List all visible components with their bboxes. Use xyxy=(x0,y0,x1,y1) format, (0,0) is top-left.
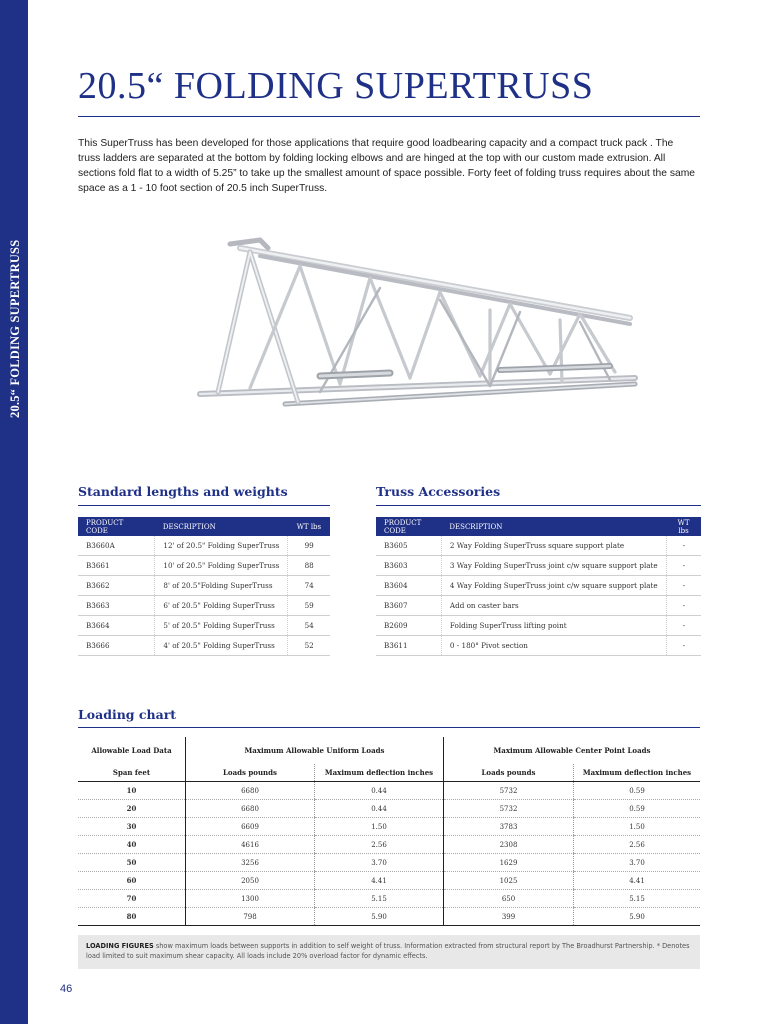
col-description: DESCRIPTION xyxy=(441,517,666,536)
col-uniform-loads: Loads pounds xyxy=(186,764,315,782)
note-text: show maximum loads between supports in addition to self weight of truss. Information extracted from structural report by The Broadhurst Partnership. * Denotes load limited to suit maximum shear capacity. All loads include 20% overload factor for dynamic effects. xyxy=(86,942,690,960)
group-uniform-loads: Maximum Allowable Uniform Loads xyxy=(186,737,444,764)
description: 2 Way Folding SuperTruss square support plate xyxy=(441,536,666,556)
weight: 54 xyxy=(288,616,330,636)
center-load: 5732 xyxy=(444,800,574,818)
title-divider xyxy=(78,116,700,117)
weight: - xyxy=(666,616,701,636)
product-code: B3664 xyxy=(78,616,155,636)
center-deflection: 5.15 xyxy=(574,890,701,908)
description: 4' of 20.5" Folding SuperTruss xyxy=(155,636,288,656)
description: 12' of 20.5" Folding SuperTruss xyxy=(155,536,288,556)
uniform-load: 4616 xyxy=(186,836,315,854)
table-row xyxy=(78,818,700,836)
product-code: B3660A xyxy=(78,536,155,556)
truss-product-image xyxy=(190,226,650,426)
weight: - xyxy=(666,576,701,596)
uniform-deflection: 5.15 xyxy=(315,890,444,908)
col-span-feet: Span feet xyxy=(78,764,186,782)
table-header-row xyxy=(78,517,330,536)
weight: 88 xyxy=(288,556,330,576)
description: 10' of 20.5" Folding SuperTruss xyxy=(155,556,288,576)
uniform-load: 6609 xyxy=(186,818,315,836)
table-row xyxy=(78,782,700,800)
table-header-row xyxy=(376,517,701,536)
truss-accessories-table xyxy=(376,517,701,656)
table-row xyxy=(78,576,330,596)
product-code: B3603 xyxy=(376,556,441,576)
product-code: B3666 xyxy=(78,636,155,656)
center-deflection: 2.56 xyxy=(574,836,701,854)
weight: 74 xyxy=(288,576,330,596)
uniform-deflection: 0.44 xyxy=(315,782,444,800)
product-code: B3607 xyxy=(376,596,441,616)
product-code: B3662 xyxy=(78,576,155,596)
table-row xyxy=(78,836,700,854)
weight: - xyxy=(666,636,701,656)
center-load: 650 xyxy=(444,890,574,908)
weight: - xyxy=(666,596,701,616)
table-group-header-row xyxy=(78,737,700,764)
weight: 59 xyxy=(288,596,330,616)
description: 5' of 20.5" Folding SuperTruss xyxy=(155,616,288,636)
loading-figures-note xyxy=(78,935,700,969)
weight: - xyxy=(666,556,701,576)
table-row xyxy=(78,596,330,616)
col-product-code: PRODUCT CODE xyxy=(376,517,441,536)
col-center-loads: Loads pounds xyxy=(444,764,574,782)
product-code: B3604 xyxy=(376,576,441,596)
table-row xyxy=(376,536,701,556)
product-code: B3663 xyxy=(78,596,155,616)
center-deflection: 4.41 xyxy=(574,872,701,890)
span: 70 xyxy=(78,890,186,908)
span: 10 xyxy=(78,782,186,800)
weight: 99 xyxy=(288,536,330,556)
center-deflection: 1.50 xyxy=(574,818,701,836)
weight: - xyxy=(666,536,701,556)
description: 3 Way Folding SuperTruss joint c/w square support plate xyxy=(441,556,666,576)
table-row xyxy=(376,596,701,616)
loading-chart-rule xyxy=(78,727,700,728)
description: 0 - 180° Pivot section xyxy=(441,636,666,656)
col-uniform-deflection: Maximum deflection inches xyxy=(315,764,444,782)
span: 60 xyxy=(78,872,186,890)
table-row xyxy=(78,636,330,656)
page-title: 20.5“ FOLDING SUPERTRUSS xyxy=(78,65,594,107)
truss-accessories-rule xyxy=(376,505,701,506)
span: 40 xyxy=(78,836,186,854)
span: 20 xyxy=(78,800,186,818)
sidebar xyxy=(0,0,28,1024)
description: 4 Way Folding SuperTruss joint c/w square support plate xyxy=(441,576,666,596)
uniform-load: 2050 xyxy=(186,872,315,890)
group-center-point-loads: Maximum Allowable Center Point Loads xyxy=(444,737,701,764)
table-row xyxy=(78,854,700,872)
uniform-deflection: 3.70 xyxy=(315,854,444,872)
uniform-deflection: 5.90 xyxy=(315,908,444,926)
col-description: DESCRIPTION xyxy=(155,517,288,536)
span: 50 xyxy=(78,854,186,872)
table-row xyxy=(78,908,700,926)
center-deflection: 0.59 xyxy=(574,782,701,800)
description: 8' of 20.5"Folding SuperTruss xyxy=(155,576,288,596)
uniform-load: 1300 xyxy=(186,890,315,908)
loading-chart-heading: Loading chart xyxy=(78,707,177,722)
col-product-code: PRODUCT CODE xyxy=(78,517,155,536)
uniform-deflection: 4.41 xyxy=(315,872,444,890)
table-row xyxy=(376,616,701,636)
table-row xyxy=(78,556,330,576)
center-deflection: 0.59 xyxy=(574,800,701,818)
table-row xyxy=(78,890,700,908)
group-allowable-load-data: Allowable Load Data xyxy=(91,746,172,755)
uniform-load: 6680 xyxy=(186,782,315,800)
product-code: B3611 xyxy=(376,636,441,656)
center-load: 1629 xyxy=(444,854,574,872)
sidebar-label: 20.5“ FOLDING SUPERTRUSS xyxy=(8,239,22,418)
loading-chart-table xyxy=(78,737,700,926)
center-deflection: 3.70 xyxy=(574,854,701,872)
truss-accessories-heading: Truss Accessories xyxy=(376,484,501,499)
center-load: 3783 xyxy=(444,818,574,836)
uniform-deflection: 1.50 xyxy=(315,818,444,836)
uniform-load: 798 xyxy=(186,908,315,926)
table-header-row xyxy=(78,764,700,782)
col-center-deflection: Maximum deflection inches xyxy=(574,764,701,782)
table-row xyxy=(78,872,700,890)
standard-lengths-rule xyxy=(78,505,330,506)
description: Add on caster bars xyxy=(441,596,666,616)
description: Folding SuperTruss lifting point xyxy=(441,616,666,636)
description: 6' of 20.5" Folding SuperTruss xyxy=(155,596,288,616)
intro-paragraph: This SuperTruss has been developed for those applications that require good loadbearing capacity and a compact truck pack . The truss ladders are separated at the bottom by folding locking elbows and are hinged at the top with our custom made extrusion. All sections fold flat to a width of 5.25” to take up the smallest amount of space possible. Forty feet of folding truss requires about the same space as a 1 - 10 foot section of 20.5 inch SuperTruss. xyxy=(78,138,696,194)
center-load: 2308 xyxy=(444,836,574,854)
product-code: B3605 xyxy=(376,536,441,556)
uniform-deflection: 2.56 xyxy=(315,836,444,854)
col-weight: WT lbs xyxy=(288,517,330,536)
uniform-load: 3256 xyxy=(186,854,315,872)
table-row xyxy=(78,800,700,818)
uniform-load: 6680 xyxy=(186,800,315,818)
table-row xyxy=(78,616,330,636)
note-label: LOADING FIGURES xyxy=(86,942,154,950)
center-load: 5732 xyxy=(444,782,574,800)
center-load: 399 xyxy=(444,908,574,926)
span: 30 xyxy=(78,818,186,836)
table-row xyxy=(376,636,701,656)
table-row xyxy=(376,556,701,576)
standard-lengths-table xyxy=(78,517,330,656)
weight: 52 xyxy=(288,636,330,656)
product-code: B3661 xyxy=(78,556,155,576)
center-deflection: 5.90 xyxy=(574,908,701,926)
center-load: 1025 xyxy=(444,872,574,890)
table-row xyxy=(78,536,330,556)
page-number: 46 xyxy=(60,983,73,995)
span: 80 xyxy=(78,908,186,926)
standard-lengths-heading: Standard lengths and weights xyxy=(78,484,288,499)
col-weight: WT lbs xyxy=(666,517,701,536)
product-code: B2609 xyxy=(376,616,441,636)
table-row xyxy=(376,576,701,596)
uniform-deflection: 0.44 xyxy=(315,800,444,818)
